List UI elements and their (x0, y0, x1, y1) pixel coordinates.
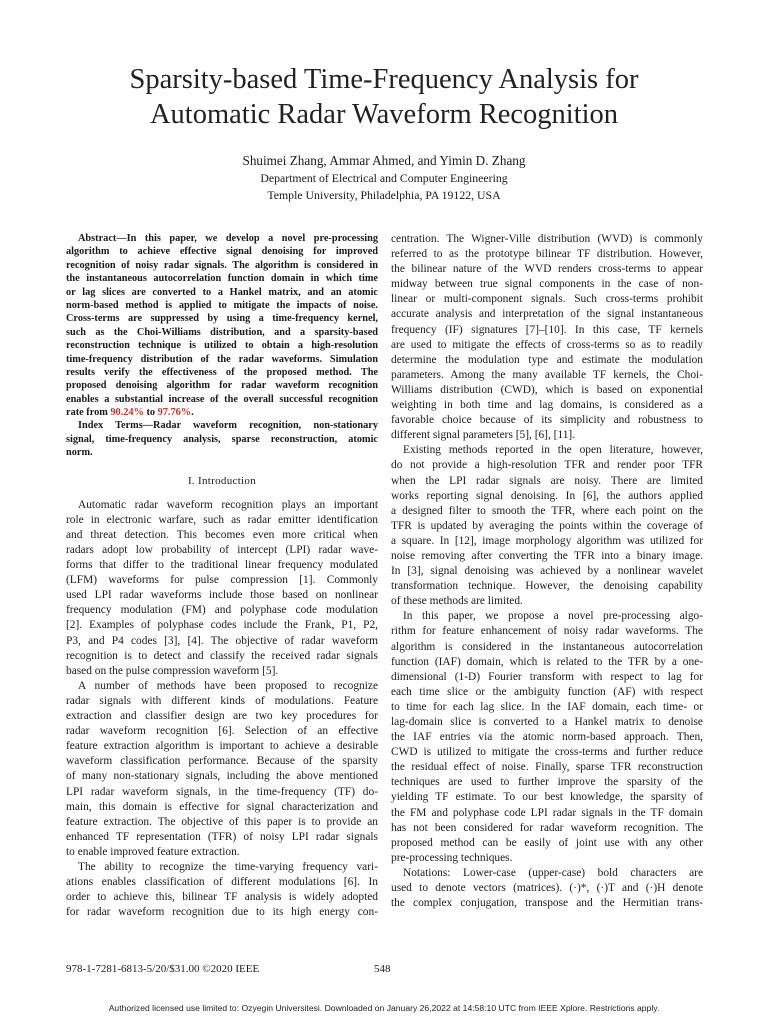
section-heading: I. Introduction (187, 474, 257, 487)
body-line: of many non-stationary signals, including the above mentioned (66, 770, 378, 783)
body-line: the complex conjugation, transpose and the Hermitian trans- (391, 897, 703, 910)
abstract-line: the instantaneous autocorrelation function domain in which time (66, 273, 378, 285)
body-paragraph (391, 232, 703, 443)
body-line: the IAF entries via the atomic norm-based approach. Then, (391, 731, 703, 744)
body-line: to enable improved feature extraction. (66, 845, 240, 858)
body-line: recognition is to detect and classify the received radar signals (66, 649, 378, 662)
intro-paragraph (66, 679, 378, 860)
page-number: 548 (374, 963, 391, 975)
body-line: waveform classification performance. Because of the sparsity (66, 755, 378, 768)
abstract-rate-suffix: . (191, 407, 194, 419)
intro-paragraph (66, 498, 378, 679)
body-line: order to achieve this, bilinear TF analysis is widely adopted (66, 891, 378, 904)
abstract-line: algorithm to achieve effective signal denoising for improved (66, 246, 378, 258)
body-line: algorithm is considered in the instantaneous autocorrelation (391, 640, 703, 653)
abstract-rate-from: 90.24% (110, 407, 144, 419)
body-line: are used to mitigate the effects of cross-terms so as to readily (391, 338, 703, 351)
body-line: extraction and classifier design are two key procedures for (66, 710, 378, 723)
abstract-line: recognition of noisy radar signals. The algorithm is considered in (66, 259, 378, 271)
body-line: a designed filter to smooth the TFR, where each point on the (391, 504, 703, 517)
body-line: main, this domain is effective for signal characterization and (66, 800, 378, 813)
affiliation-line: Department of Electrical and Computer Engineering (260, 171, 508, 185)
body-line: role in electronic warfare, such as radar emitter identification (66, 513, 378, 526)
abstract-line: norm-based method is applied to mitigate the impacts of noise. (66, 299, 378, 311)
body-line: accurate analysis and interpretation of the signal instantaneous (391, 308, 703, 321)
body-line: of these methods are limited. (391, 595, 523, 608)
body-line: each time slice or the ambiguity function (AF) with respect (391, 685, 703, 698)
left-column (66, 232, 378, 920)
body-line: enhanced TF representation (TFR) of noisy LPI radar signals (66, 830, 378, 843)
body-line: (LFM) waveforms for pulse compression [1]. Commonly (66, 574, 378, 587)
body-line: yielding TF estimate. To our best knowledge, the sparsity of (391, 791, 703, 804)
abstract-line: reconstruction technique is utilized to obtain a high-resolution (66, 340, 378, 352)
title-line: Sparsity-based Time-Frequency Analysis for (129, 64, 639, 95)
abstract-line: enables a substantial increase of the overall successful recognition (66, 393, 378, 405)
body-line: In this paper, we propose a novel pre-processing algo- (403, 610, 703, 623)
body-line: feature extraction. The objective of this paper is to provide an (66, 815, 378, 828)
right-column (391, 232, 703, 911)
body-line: midway between true signal components in the case of non- (391, 278, 703, 291)
abstract-line: results verify the effectiveness of the proposed method. The (66, 366, 378, 378)
authorization-notice: Authorized licensed use limited to: Ozyegin Universitesi. Downloaded on January 26,2022 at 14:58:10 UTC from IEEE Xplore. Restrictions apply. (108, 1003, 660, 1013)
abstract-line: proposed denoising algorithm for radar waveform recognition (66, 380, 378, 392)
abstract-rate-prefix: rate from (66, 407, 111, 419)
body-line: ations enables classification of different modulations [6]. In (66, 876, 378, 889)
abstract-rate-to: 97.76% (157, 407, 192, 419)
body-line: based on the pulse compression waveform [5]. (66, 664, 279, 677)
body-line: dimensional (1-D) Fourier transform with respect to lag for (391, 670, 703, 683)
body-line: TFR is updated by averaging the points within the coverage of (391, 519, 703, 532)
body-line: forms that differ to the traditional linear frequency modulated (66, 559, 378, 572)
index-terms-line: signal, time-frequency analysis, sparse reconstruction, atomic (66, 433, 378, 445)
body-line: when the LPI radar signals are noisy. There are limited (391, 474, 703, 487)
body-line: weighting in both time and lag domains, is considered as a (391, 399, 703, 412)
body-line: works reporting signal denoising. In [6], the authors applied (391, 489, 703, 502)
body-line: pre-processing techniques. (391, 851, 513, 864)
abstract-line: or lag slices are converted to a Hankel matrix, and an atomic (66, 286, 378, 298)
affiliation-line: Temple University, Philadelphia, PA 19122, USA (267, 187, 501, 202)
body-line: noise removing after converting the TFR into a binary image. (391, 549, 703, 562)
body-line: Notations: Lower-case (upper-case) bold characters are (403, 866, 703, 879)
body-line: Automatic radar waveform recognition plays an important (78, 498, 378, 511)
body-line: used to denote vectors (matrices). (·)*, (·)T and (·)H denote (391, 882, 703, 895)
body-line: favorable choice because of its simplicity and robustness to (391, 414, 703, 427)
body-line: radar waveform recognition [6]. Selection of an effective (66, 725, 378, 738)
body-line: In [3], signal denoising was achieved by a nonlinear wavelet (391, 565, 703, 578)
affiliation (40, 170, 728, 203)
body-line: frequency modulation (FM) and polyphase code modulation (66, 604, 378, 617)
index-terms-line: norm. (66, 447, 93, 459)
body-line: transformation technique. However, the denoising capability (391, 580, 703, 593)
abstract-line: Cross-terms are suppressed by using a time-frequency kernel, (66, 313, 378, 325)
body-line: determine the modulation type and estimate the modulation (391, 353, 703, 366)
body-line: the FM and polyphase code LPI radar signals in the TF domain (391, 806, 703, 819)
body-line: has not been considered for radar waveform recognition. The (391, 821, 703, 834)
body-line: a square. In [12], image morphology algorithm was utilized for (391, 534, 703, 547)
body-line: feature extraction algorithm is important to achieve a desirable (66, 740, 378, 753)
body-line: centration. The Wigner-Ville distribution (WVD) is commonly (391, 233, 703, 245)
body-line: do not provide a high-resolution TFR and render poor TFR (391, 459, 703, 472)
body-line: Williams distribution (CWD), which is based on exponential (391, 383, 703, 396)
body-line: P3, and P4 codes [3], [4]. The objective of radar waveform (66, 634, 378, 647)
body-line: techniques are used to further improve the sparsity of the (391, 776, 703, 789)
body-line: Existing methods reported in the open literature, however, (403, 444, 703, 457)
body-line: the residual effect of noise. Finally, sparse TFR reconstruction (391, 761, 703, 774)
body-line: to time for each lag slice. In the IAF domain, each time- or (391, 700, 703, 713)
body-line: proposed method can be easily of joint use with any other (391, 836, 703, 849)
body-line: linear or multi-component signals. Such cross-terms prohibit (391, 293, 703, 306)
body-line: rithm for feature enhancement of noisy radar waveforms. The (391, 625, 703, 638)
body-line: different signal parameters [5], [6], [11]. (391, 429, 576, 442)
abstract-line: Abstract—In this paper, we develop a novel pre-processing (78, 233, 378, 244)
index-terms-line: Index Terms—Radar waveform recognition, non-stationary (78, 420, 378, 432)
body-line: frequency (IF) signatures [7]–[10]. In this case, TF kernels (391, 323, 703, 336)
abstract (66, 232, 378, 460)
body-line: and threat detection. This becomes even more critical when (66, 528, 378, 541)
isbn-copyright: 978-1-7281-6813-5/20/$31.00 ©2020 IEEE (66, 963, 260, 975)
body-line: radars adopt low probability of intercept (LPI) radar wave- (66, 544, 378, 557)
body-paragraph (391, 443, 703, 609)
body-line: used LPI radar waveforms include those based on nonlinear (66, 589, 378, 602)
body-line: LPI radar waveform signals, in the time-frequency (TF) do- (66, 785, 378, 798)
body-line: referred to as the prototype bilinear TF distribution. However, (391, 248, 703, 261)
body-line: function (IAF) domain, which is related to the TFR by a one- (391, 655, 703, 668)
body-line: parameters. Among the many available TF kernels, the Choi- (391, 368, 703, 381)
intro-paragraph (66, 860, 378, 920)
body-line: CWD is utilized to mitigate the cross-terms and further reduce (391, 746, 703, 759)
abstract-rate-mid: to (143, 407, 158, 419)
abstract-last-line (66, 406, 378, 419)
body-line: for radar waveform recognition due to its high energy con- (66, 906, 378, 919)
abstract-line: time-frequency distribution of the radar waveforms. Simulation (66, 353, 378, 365)
body-line: The ability to recognize the time-varying frequency vari- (78, 860, 378, 873)
paper-title (40, 62, 728, 132)
body-line: lag-domain slice is converted to a Hankel matrix to denoise (391, 716, 703, 728)
body-paragraph (391, 609, 703, 866)
body-line: the bilinear nature of the WVD renders cross-terms to appear (391, 263, 703, 276)
notations-paragraph (391, 866, 703, 911)
body-line: A number of methods have been proposed to recognize (78, 679, 378, 692)
body-line: radar signals with different kinds of modulations. Feature (66, 694, 378, 707)
author-list: Shuimei Zhang, Ammar Ahmed, and Yimin D. Zhang (242, 153, 526, 168)
abstract-line: such as the Choi-Williams distribution, and a sparsity-based (66, 326, 378, 338)
title-line: Automatic Radar Waveform Recognition (149, 99, 619, 130)
body-line: [2]. Examples of polyphase codes include the Frank, P1, P2, (66, 619, 378, 632)
